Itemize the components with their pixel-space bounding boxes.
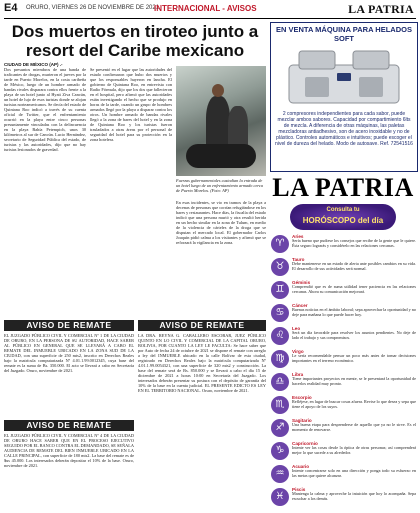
section-title: INTERNACIONAL - AVISOS [154,4,257,13]
horoscope-banner-top: Consulta tu [326,207,360,213]
sign-name: Piscis [292,487,306,492]
sign-text: Una buena etapa para desprenderse de aquello que ya no le sirve. Es el momento de renovarse. [292,423,416,432]
photo-figure-head [212,84,224,97]
article-column-1: Dos presuntos miembros de una banda de traficantes de drogas, murieron el jueves por la tarde en Puerto Morelos, en la costa caribeña de México, luego de un hombre armado de bandas rivales disparara contra ellos frente a la playa de un hotel junto al Hyatt Ziva Cancún, un hotel de lujo de esos turistas donde se alojan turistas norteamericanos. Se decía del estado de Quintana Roo indicó a través de su cuenta oficial de Twitter, que el enfrentamiento ocurrió en la playa entre cinco personas presuntamente vinculadas con la delincuencia en la playa Bahía Petempich, unos 30 kilómetros al sur de Cancún. Lucio Hernández, secretario de Seguridad Pública del estado, de turistas y las autoridades, dijo que no hay turistas lesionados de gravedad. [4,67,86,152]
horoscope-logo: LA PATRIA [272,173,414,202]
sign-name: Géminis [292,280,311,285]
photo-figure-1 [206,96,230,151]
sagittarius-icon: ♐ [271,419,289,437]
sign-text: Le sería recomendable pensar un poco más antes de tomar decisiones importantes en el terreno económico. [292,354,416,363]
cancer-icon: ♋ [271,304,289,322]
article-column-3: En esas incidentes, se vio en tramos de la playa a decenas de personas que corrían refugiándose en los bares y restaurantes. Hace días, la fiscalía del estado indicó que una persona murió y otra resultó herida en un hecho similar en la zona de Tulum, en medio de la violencia de cárteles de la droga que se disputan el mercado local. El gobernador Carlos Joaquín pidió calma a los visitantes y afirmó que se reforzará la vigilancia en la zona. [176,200,266,245]
sign-name: Aries [292,234,304,239]
article-headline: Dos muertos en tiroteo junto a resort del Caribe mexicano [11,22,259,60]
sign-text: Debe mantenerse en un estado de alerta ante posibles cambios en su vida. El desarrollo de sus actividades será normal. [292,262,416,271]
sign-text: Buenas noticias en el ámbito laboral; sepa aprovechar la oportunidad y no deje para mañana lo que puede hacer hoy. [292,308,416,317]
sign-name: Capricornio [292,441,318,446]
issue-date: ORURO, VIERNES 26 DE NOVIEMBRE DE 2021 [26,5,160,11]
virgo-icon: ♍ [271,350,289,368]
sign-name: Leo [292,326,301,331]
newspaper-logo: LA PATRIA [348,2,414,16]
sign-virgo [270,349,416,372]
sign-name: Virgo [292,349,304,354]
sign-text: Tiene importantes proyectos en mente, se le presentará la oportunidad de hacerlos realidad muy pronto. [292,377,416,386]
notice-text-left-1: EL JUZGADO PÚBLICO CIVIL Y COMERCIAL Nº 1 DE LA CIUDAD DE ORURO, EN LA PERSONA DE SU AUTORIDAD, HACE SABER AL PÚBLICO EN GENERAL QUE SE LLEVARÁ A CABO EL REMATE DEL INMUEBLE UBICADO EN LA ZONA SUD DE LA CIUDAD, con una superficie de 250 mts2, inscrito en Derechos Reales bajo la matrícula computarizada Nº 4.01.1.99.0012345, cuya base del remate es la suma de Bs. 350.000. El acto se llevará a cabo en Secretaría del Juzgado. Oruro, noviembre de 2021. [4,333,134,373]
sign-text: Será un día favorable para resolver los asuntos pendientes. No deje de lado el trabajo y sus compromisos. [292,331,416,340]
photo-motorcycle [186,144,256,168]
gemini-icon: ♊ [271,281,289,299]
sign-text: Refléjese, en lugar de buscar cosas afuera. Revise lo que desea y sepa que tiene el apoyo de los suyos. [292,400,416,409]
article-photo [176,66,266,176]
horoscope-section [270,174,416,510]
sign-text: Intente concentrarse solo en una dirección y ponga todo su esfuerzo en las metas que quiere alcanzar. [292,469,416,478]
photo-caption: Fuerzas gubernamentales custodian la entrada de un hotel luego de un enfrentamiento armado cerca de Puerto Morelos. (Foto: AP) [176,178,263,193]
page-number: E4 [4,2,18,14]
libra-icon: ♎ [271,373,289,391]
sign-cancer [270,303,416,326]
page-header [4,2,416,19]
sign-escorpio [270,395,416,418]
sign-leo [270,326,416,349]
notice-header-left-2: AVISO DE REMATE [4,420,134,431]
pisces-icon: ♓ [271,488,289,506]
sign-text: Mantenga la calma y aproveche la intuición que hoy lo acompaña. Sepa escuchar a los demás. [292,492,416,501]
article-column-2: Se presentó en el lugar que las autoridades del estado confirmaron que hubo dos muertos y que los responsables huyeron en lancha. El gobierno de Quintana Roo, en entrevista con Radio Fórmula, dijo que los dos que fallecieron en el hospital, pero afirmó que las autoridades están investigando el hecho que se produjo en horas de la tarde, cuando un grupo de hombres armados llegó por la playa a disparar contra los otros. Un hombre armado de bandas rivales llegó a la zona de bares del hotel y en la zona de Quintana Roo y los turistas fueron trasladados a otras áreas por el personal de seguridad del hotel para su protección en la zona hotelera. [90,67,172,142]
sign-tauro [270,257,416,280]
horoscope-signs [270,234,416,510]
notice-text-right-1: LA DRA. REYNA G. CABALLERO ESCOBAR, JUEZ PÚBLICO QUINTO EN LO CIVIL Y COMERCIAL DE LA CAPITAL ORURO, BOLIVIA, POR CUANTO LA LEY LE FACULTA: Se hace saber que por Auto de fecha 24 de octubre de 2021 se dispone el remate con arreglo a ley del INMUEBLE ubicado en la calle Bolívar de esta ciudad, registrado en Derechos Reales bajo la matrícula computarizada Nº 4.01.1.99.0054321, con una superficie de 320 mts2 y construcción. La base del remate será de Bs. 850.000 y se llevará a cabo el día 15 de diciembre de 2021 a horas 10:00 en Secretaría del Juzgado. Los interesados deberán presentar su postura con el depósito de garantía del 10% de la base en la cuenta judicial. EL PRESENTE EDICTO ES LEY EN EL TERRITORIO NACIONAL. Oruro, noviembre de 2021. [138,333,266,393]
sign-name: Escorpio [292,395,312,400]
sign-libra [270,372,416,395]
notice-header-left-1: AVISO DE REMATE [4,320,134,331]
sign-text: Intente ver las cosas desde la óptica de otras personas; así comprenderá mejor lo que sucede a su alrededor. [292,446,416,455]
classified-ad [270,22,418,172]
sign-text: Sería bueno que pudiese los consejos que recibe de la gente que le quiere. Ésta seguro lograrás y considérelo en las relaciones cercanas. [292,239,416,248]
sign-geminis [270,280,416,303]
sign-name: Sagitario [292,418,312,423]
sign-sagitario [270,418,416,441]
scorpio-icon: ♏ [271,396,289,414]
sign-name: Libra [292,372,304,377]
taurus-icon: ♉ [271,258,289,276]
sign-piscis [270,487,416,510]
sign-text: Comprendió que es de suma utilidad tener paciencia en las relaciones cercanas. Ahora su comunicación mejorará. [292,285,416,294]
sign-acuario [270,464,416,487]
ad-description: 2 compresores independientes para cada sabor, puede mezclar ambos sabores. Capacidad por compartimiento 6lts de mezcla. A diferencia de otras máquinas, las paletas mezcladoras antiadhesivo, son de acero inoxidable y no de plástico. Controles automáticos e intuitivos; puede escoger el nivel de dureza del helado. Modo de autosave. Ref. 72541516 [275,111,413,147]
ad-title: EN VENTA MÁQUINA PARA HELADOS SOFT [276,25,412,43]
horoscope-banner [290,204,396,230]
ice-cream-machine-image [285,47,403,107]
sign-name: Tauro [292,257,305,262]
aquarius-icon: ♒ [271,465,289,483]
sign-capricornio [270,441,416,464]
leo-icon: ♌ [271,327,289,345]
horoscope-banner-bottom: HORÓSCOPO del día [302,216,384,225]
capricorn-icon: ♑ [271,442,289,460]
sign-name: Cáncer [292,303,308,308]
notice-header-right-1: AVISO DE REMATE [138,320,266,331]
notice-text-left-2: EL JUZGADO PÚBLICO CIVIL Y COMERCIAL Nº 4 DE LA CIUDAD DE ORURO HACE SABER QUE EN EL PROCESO EJECUTIVO SEGUIDO POR EL BANCO CONTRA EL DEMANDADO, SE SEÑALA AUDIENCIA DE REMATE DEL BIEN INMUEBLE UBICADO EN LA CALLE PRINCIPAL, con superficie de 180 mts2. La base del remate es de $us 45.000. Los interesados deberán depositar el 10% de la base. Oruro, noviembre de 2021. [4,433,134,468]
aries-icon: ♈ [271,235,289,253]
sign-aries [270,234,416,257]
article-dateline: CIUDAD DE MÉXICO (AP) .- [4,62,63,67]
sign-name: Acuario [292,464,310,469]
